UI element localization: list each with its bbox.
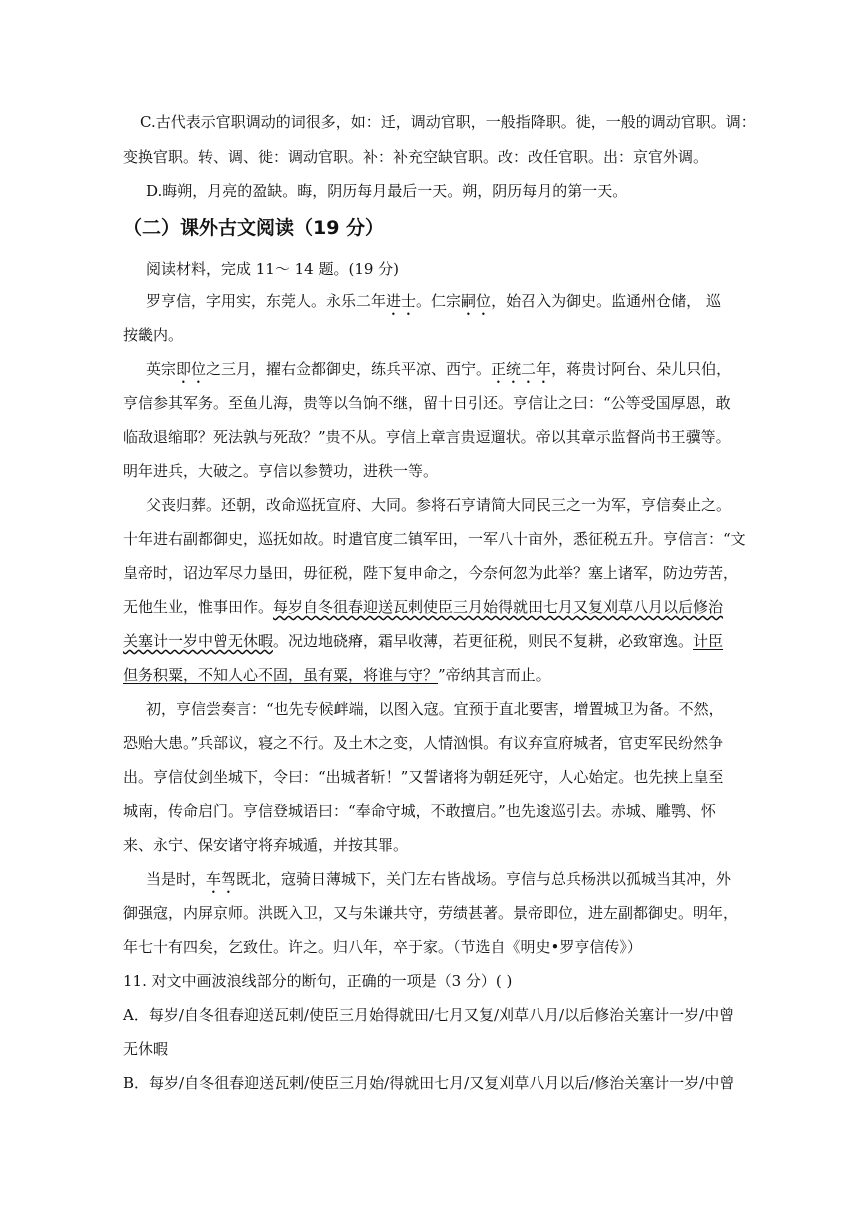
passage-para-3-line-4 [123, 597, 723, 617]
option-d-line-1: D.晦朔，月亮的盈缺。晦，阴历每月最后一天。朔，阴历每月的第一天。 [146, 182, 628, 200]
text-run: ”帝纳其言而止。 [438, 666, 551, 684]
section-heading: （二）课外古文阅读（19 分） [123, 217, 385, 239]
passage-para-2-line-1 [146, 359, 731, 387]
question-11-stem: 11. 对文中画波浪线部分的断句，正确的一项是（3 分）( ) [123, 972, 513, 990]
underlined-text: 计臣 [693, 632, 724, 650]
passage-para-5-line-3: 年七十有四矣，乞致仕。许之。归八年，卒于家。（节选自《明史•罗亨信传》） [123, 938, 642, 956]
text-run: 。况边地硗瘠，霜早收薄，若更征税，则民不复耕，必致窜逸。 [273, 632, 694, 650]
text-run: 当是时， [146, 870, 207, 888]
passage-para-1-line-2: 按畿内。 [123, 326, 184, 344]
text-run: 既北，寇骑日薄城下，关门左右皆战场。亨信与总兵杨洪以孤城当其冲，外 [236, 870, 732, 888]
text-run: 罗亨信，字用实，东莞人。永乐二年 [146, 292, 387, 310]
text-run: 。仁宗 [416, 292, 462, 310]
option-c-line-2: 变换官职。转、调、徙：调动官职。补：补充空缺官职。改：改任官职。出：京官外调。 [123, 148, 709, 166]
text-run: 无他生业，惟事田作。 [123, 598, 274, 616]
option-c-line-1: C.古代表示官职调动的词很多，如：迁，调动官职，一般指降职。徙，一般的调动官职。调： [140, 113, 756, 131]
question-11-option-b-line-1: B．每岁/自冬徂春迎送瓦剌/使臣三月始/得就田七月/又复刈草八月以后/修治关塞计一岁/中曾 [123, 1074, 735, 1092]
dotted-term: 嗣位 [461, 292, 492, 310]
passage-para-5-line-1 [146, 869, 731, 897]
text-run: 之三月，擢右佥都御史，练兵平凉、西宁。 [206, 360, 492, 378]
passage-para-4-line-2: 恐贻大患。”兵部议，寝之不行。及土木之变，人情汹惧。有议弃宣府城者，官吏军民纷然争 [123, 734, 724, 752]
wavy-underlined-text: 每岁自冬徂春迎送瓦剌使臣三月始得就田七月又复刈草八月以后修治 [273, 598, 724, 616]
text-run: 英宗 [146, 360, 177, 378]
passage-para-3-line-6 [123, 665, 551, 685]
passage-para-2-line-3: 临敌退缩耶？死法孰与死敌？”贵不从。亨信上章言贵逗遛状。帝以其章示监督尚书王骥等。 [123, 428, 731, 446]
dotted-term: 进士 [386, 292, 417, 310]
underlined-text: 但务积粟，不知人心不固，虽有粟，将谁与守？ [123, 666, 439, 684]
section-instruction: 阅读材料，完成 11～ 14 题。(19 分) [146, 260, 400, 278]
question-11-option-a-line-2: 无休暇 [123, 1040, 169, 1058]
passage-para-2-line-2: 亨信参其军务。至鱼儿海，贵等以刍饷不继，留十日引还。亨信让之曰：“公等受国厚恩，敢 [123, 394, 731, 412]
dotted-term: 正统二年 [491, 360, 552, 378]
dotted-term: 车驾 [206, 870, 237, 888]
passage-para-3-line-3: 皇帝时，诏边军尽力垦田，毋征税，陛下复申命之，今奈何忽为此举？塞上诸军，防边劳苦， [123, 564, 739, 582]
question-11-option-a-line-1: A．每岁/自冬徂春迎送瓦剌/使臣三月始得就田/七月又复/刈草八月/以后修治关塞计一岁/中曾 [123, 1006, 735, 1024]
passage-para-3-line-5 [123, 631, 723, 651]
passage-para-2-line-4: 明年进兵，大破之。亨信以参赞功，进秩一等。 [123, 462, 439, 480]
text-run: ，蒋贵讨阿台、朵儿只伯， [551, 360, 732, 378]
passage-para-4-line-1: 初，亨信尝奏言：“也先专候衅端，以图入寇。宜预于直北要害，增置城卫为备。不然， [146, 700, 724, 718]
text-run: ，始召入为御史。监通州仓储， 巡 [491, 292, 721, 310]
passage-para-3-line-1: 父丧归葬。还朝，改命巡抚宣府、大同。参将石亨请简大同民三之一为军，亨信奏止之。 [146, 496, 732, 514]
passage-para-5-line-2: 御强寇，内屏京师。洪既入卫，又与朱谦共守，劳绩甚著。景帝即位，进左副都御史。明年， [123, 904, 739, 922]
passage-para-4-line-4: 城南，传命启门。亨信登城语曰：“奉命守城，不敢擅启。”也先逡巡引去。赤城、雕鹗、怀 [123, 802, 716, 820]
passage-para-4-line-5: 来、永宁、保安诸守将弃城遁，并按其罪。 [123, 836, 409, 854]
passage-para-1-line-1 [146, 291, 721, 319]
passage-para-3-line-2: 十年进右副都御史，巡抚如故。时遣官度二镇军田，一军八十亩外，悉征税五升。亨信言：“文 [123, 530, 746, 548]
wavy-underlined-text: 关塞计一岁中曾无休暇 [123, 632, 274, 650]
dotted-term: 即位 [176, 360, 207, 378]
passage-para-4-line-3: 出。亨信仗剑坐城下，令曰：“出城者斩！”又誓诸将为朝廷死守，人心始定。也先挟上皇至 [123, 768, 724, 786]
